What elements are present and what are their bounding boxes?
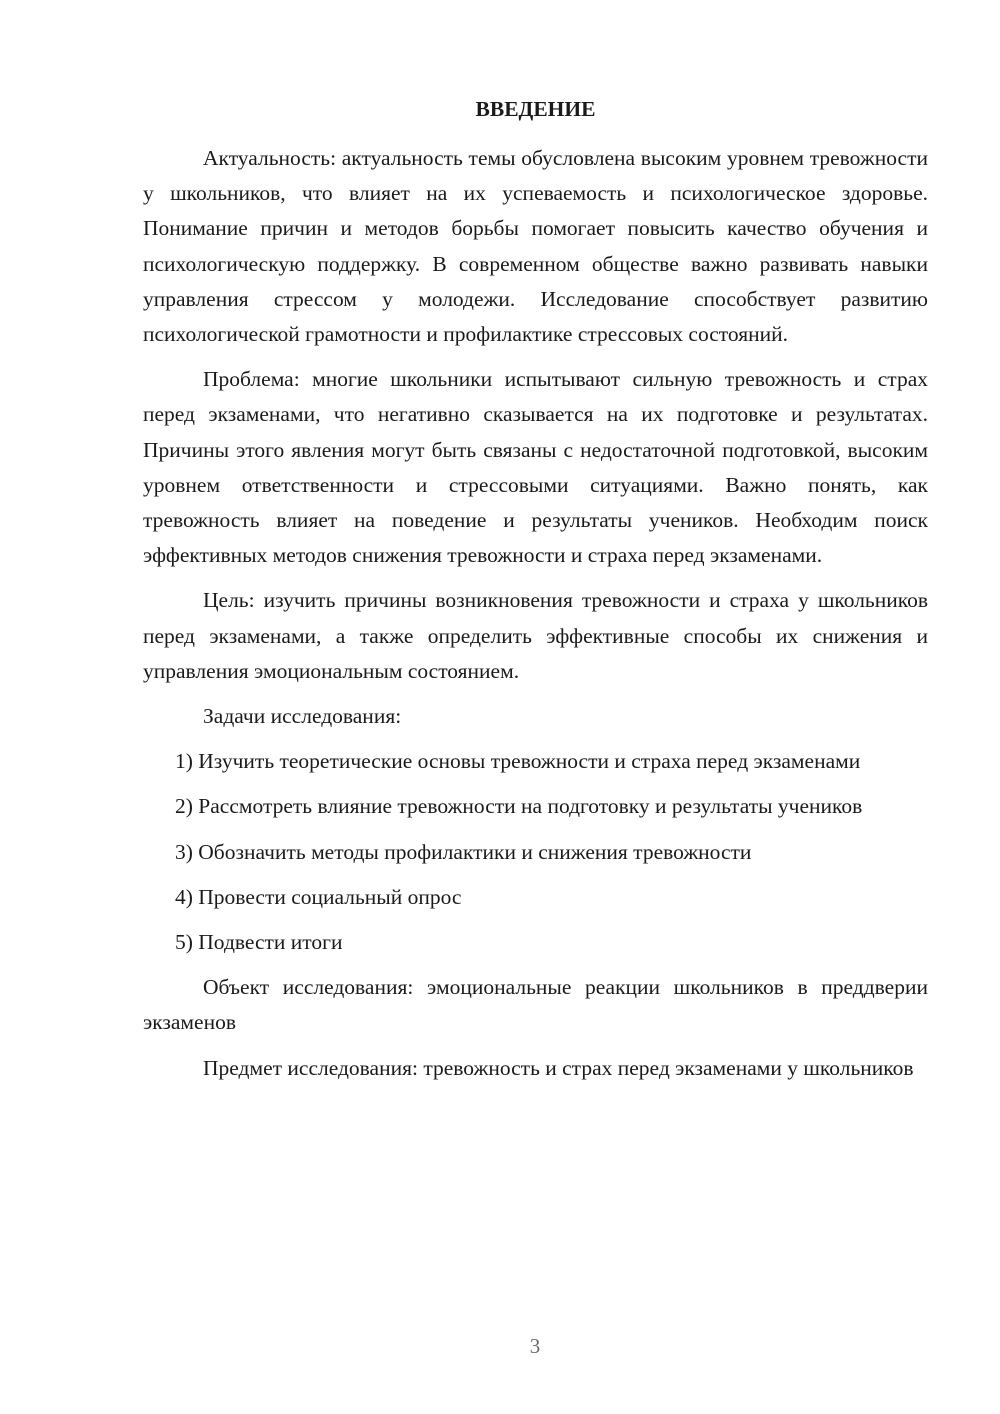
goal-paragraph: Цель: изучить причины возникновения тревожности и страха у школьников перед экзаменами, а также определить эффективные способы их снижения и управления эмоциональным состоянием. <box>143 588 928 683</box>
page-number: 3 <box>529 1334 541 1358</box>
section-title: ВВЕДЕНИЕ <box>475 97 596 121</box>
subject-paragraph: Предмет исследования: тревожность и страх перед экзаменами у школьников <box>203 1055 914 1080</box>
task-item-3: 3) Обозначить методы профилактики и снижения тревожности <box>175 839 752 864</box>
relevance-paragraph: Актуальность: актуальность темы обусловлена высоким уровнем тревожности у школьников, что влияет на их успеваемость и психологическое здоровье. Понимание причин и методов борьбы помогает повысить качество обучения и психологическую поддержку. В современном обществе важно развивать навыки управления стрессом у молодежи. Исследование способствует развитию психологической грамотности и профилактике стрессовых состояний. <box>143 146 928 347</box>
problem-paragraph: Проблема: многие школьники испытывают сильную тревожность и страх перед экзаменами, что негативно сказывается на их подготовке и результатах. Причины этого явления могут быть связаны с недостаточной подготовкой, высоким уровнем ответственности и стрессовыми ситуациями. Важно понять, как тревожность влияет на поведение и результаты учеников. Необходим поиск эффективных методов снижения тревожности и страха перед экзаменами. <box>143 367 928 568</box>
object-paragraph: Объект исследования: эмоциональные реакции школьников в преддверии экзаменов <box>143 975 928 1035</box>
task-item-1: 1) Изучить теоретические основы тревожности и страха перед экзаменами <box>175 749 861 774</box>
tasks-heading: Задачи исследования: <box>203 704 402 729</box>
task-item-5: 5) Подвести итоги <box>175 930 343 955</box>
task-item-4: 4) Провести социальный опрос <box>175 884 462 909</box>
task-item-2: 2) Рассмотреть влияние тревожности на подготовку и результаты учеников <box>175 794 863 819</box>
document-page <box>143 92 928 1086</box>
